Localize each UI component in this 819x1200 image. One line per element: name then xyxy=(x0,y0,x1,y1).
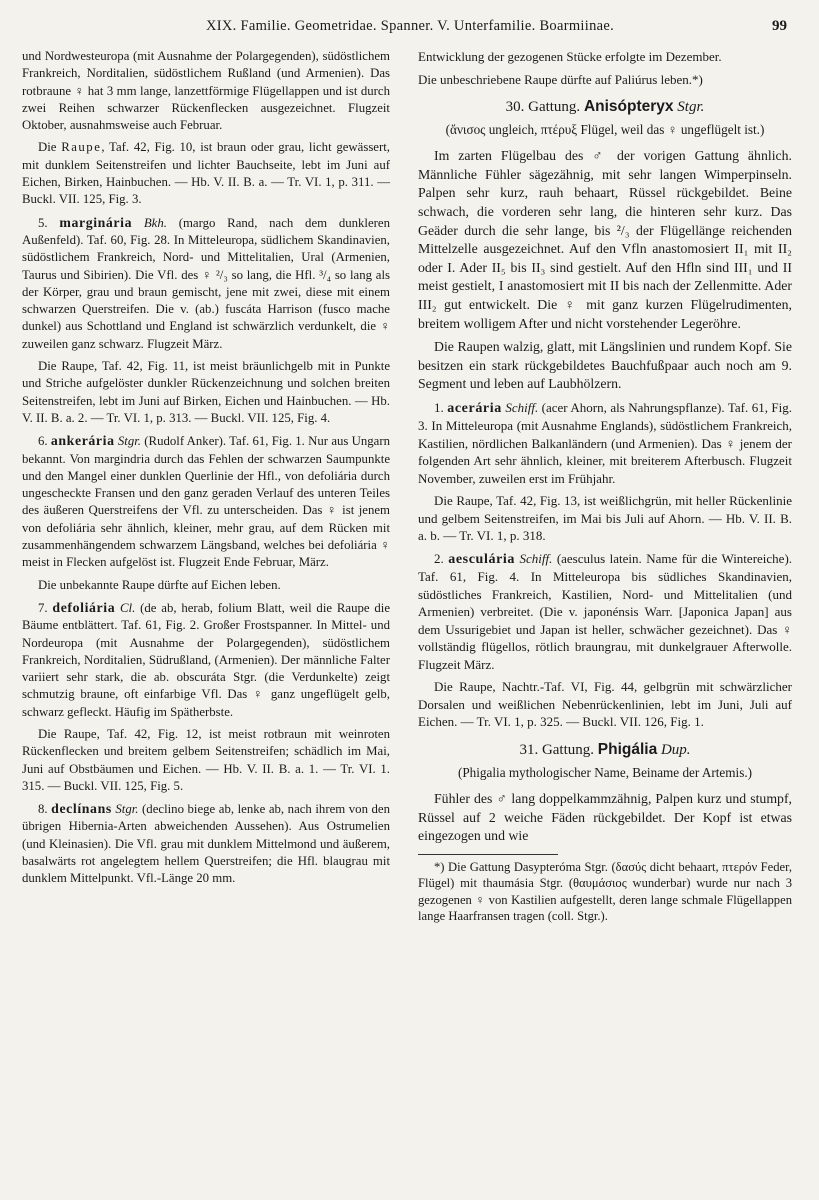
genus-etymology: (Phigalia mythologischer Name, Beiname der Artemis.) xyxy=(457,764,753,780)
species-name: marginária xyxy=(59,214,133,230)
species-author: Schiff. xyxy=(519,550,553,566)
genus-author: Dup. xyxy=(660,741,691,758)
genus-heading-anisopteryx: 30. Gattung. Anisópteryx Stgr. xyxy=(505,98,705,115)
species-author: Schiff. xyxy=(505,399,539,415)
genus-description: Fühler des ♂ lang doppelkammzähnig, Palpen kurz und stumpf, Rüssel auf 2 weiche Fäden rückgebildet. Der Kopf ist etwas eingezogen und wie xyxy=(418,791,792,844)
genus-name: Phigália xyxy=(597,740,658,758)
paragraph: Die Raupe, Nachtr.-Taf. VI, Fig. 44, gelbgrün mit schwärzlicher Dorsalen und weißlichen Nebenrückenlinien, lebt im Juni, Juli auf Eichen. — Tr. VI. 1, p. 325. — Buckl. VII. 126, Fig. 1. xyxy=(418,679,792,730)
species-name: defoliária xyxy=(52,599,116,615)
species-entry-marginaria: 5. marginária Bkh. (margo Rand, nach dem dunkleren Außenfeld). Taf. 60, Fig. 28. In Mitteleuropa, südlichem Skandinavien, südöstlichem Frankreich, Nord- und Mittelitalien, Ural (Armenien, Taurus und Sibirien). Die Vfl. des ♀ ²/₃ so lang, die Hfl. ³/₄ so lang als der Körper, grau und braun gemischt, jene mit zwei, diese mit einem schwarzen Querstreifen. Die v. (ab.) fuscáta Harrison (fusco mache dunkel) aus Schottland und England ist schwärzlich verdunkelt, die ♀ zuweilen ganz schwarz. Flugzeit März. xyxy=(22,214,390,351)
paragraph: und Nordwesteuropa (mit Ausnahme der Polargegenden), südöstlichem Frankreich, Norditalien, südöstlichem Rußland (und Armenien). Das rotbraune ♀ hat 3 mm lange, lanzettförmige Flügellappen und ist durch zwei Reihen schwarzer Rückenflecken ausgezeichnet. Flugzeit Oktober, ausnahmsweise auch Februar. xyxy=(22,49,390,133)
paragraph: Die Raupen walzig, glatt, mit Längslinien und rundem Kopf. Sie besitzen ein stark rückgebildetes Bauchfußpaar auch noch am 9. Segment und leben auf Laubhölzern. xyxy=(418,339,792,392)
footnote-divider xyxy=(418,854,558,855)
paragraph: Die Raupe, Taf. 42, Fig. 13, ist weißlichgrün, mit heller Rückenlinie und gelbem Seitenstreifen, im Mai bis Juli auf Ahorn. — Hb. V. II. B. a. b. — Tr. VI. 1, p. 318. xyxy=(418,493,792,544)
genus-description: Im zarten Flügelbau des ♂ der vorigen Gattung ähnlich. Männliche Fühler sägezähnig, mit sehr langen Wimperpinseln. Palpen sehr kurz, rauh behaart, Rüssel rückgebildet. Beine schwach, die vorderen sehr lang, die hinteren sehr kurz. Das Geäder durch die sehr lange, bis ²/₃ der Flügellänge reichenden Mittelzelle ausgezeichnet. Auf den Vfln anastomosiert II₁ mit II₂ oder I. Ader II₅ bis II₃ sind gestielt. Auf den Hfln sind III₁ und II meist gestielt, I anastomosiert mit II bis nach der Zellenmitte. Ader III₂ gut entwickelt. Die ♀ mit ganz kurzen Flügelrudimenten, breitem wolligem After und nicht vorstehender Legeröhre. xyxy=(418,148,792,331)
species-author: Stgr. xyxy=(117,434,142,449)
species-name: acerária xyxy=(447,399,502,416)
paragraph: Entwicklung der gezogenen Stücke erfolgte im Dezember. xyxy=(418,49,722,64)
footnote: *) Die Gattung Dasypteróma Stgr. (δασύς dicht behaart, πτερόν Feder, Flügel) mit thaumásia Stgr. (θαυμάσιος wunderbar) wurde nur nach 3 gezogenen ♀ von Kastilien aufgestellt, deren lange schmale Flügellappen lange Haarfransen tragen (coll. Stgr.). xyxy=(418,859,792,924)
species-entry-aceraria: 1. acerária Schiff. (acer Ahorn, als Nahrungspflanze). Taf. 61, Fig. 3. In Mitteleuropa (mit Ausnahme Englands), südöstlichem Frankreich, Kastilien, nördlichen Balkanländern (und Armenien). Das ♀ jenem der folgenden Art sehr ähnlich, kleiner, mit breiterem Afterbusch. Flugzeit November, zuweilen erst im Frühjahr. xyxy=(418,399,792,486)
paragraph: Die Raupe, Taf. 42, Fig. 10, ist braun oder grau, licht gewässert, mit dunklem Seitenstreifen und lichter Bauchseite, lebt im Juni auf Eichen, Birken, Hainbuchen. — Hb. V. II. B. a. — Tr. VI. 1, p. 311. — Buckl. VII. 125, Fig. 3. xyxy=(22,140,390,207)
species-entry-ankeraria: 6. ankerária Stgr. (Rudolf Anker). Taf. 61, Fig. 1. Nur aus Ungarn bekannt. Von margindria durch das Fehlen der schwarzen Saumpunkte und den Mangel einer dunklen Querlinie der Hfl., von defoliária durch ungescheckte Fransen und den ganz geraden Verlauf des unteren Teiles des äußeren Querstreifens der Vfl. zu unterscheiden. Das ♀ ist jenem von defoliária sehr ähnlich, kleiner, mehr grau, auf dem Rücken mit zusammenhängendem schwarzem Längsband, welches bei defoliária ♀ meist in Flecken aufgelöst ist. Flugzeit Ende Februar, März. xyxy=(22,433,391,570)
paragraph: Die unbekannte Raupe dürfte auf Eichen leben. xyxy=(38,577,281,592)
species-name: declínans xyxy=(51,801,112,817)
species-entry-declinans: 8. declínans Stgr. (declino biege ab, lenke ab, nach ihrem von den übrigen Hibernia-Arten abweichenden Aussehen). Aus Ostrumelien (und Kleinasien). Die Vfl. grau mit dunklem Mittelmond und äußerem, basalwärts rot angelegtem hellem Querstreifen; die Hfl. blaugrau mit dunklem Mittelpunkt. Vfl.-Länge 20 mm. xyxy=(22,801,390,886)
header-title: XIX. Familie. Geometridae. Spanner. V. Unterfamilie. Boarmiinae. xyxy=(205,18,615,34)
right-column xyxy=(418,48,792,930)
species-author: Cl. xyxy=(120,600,136,615)
species-name: aesculária xyxy=(448,550,516,567)
genus-name: Anisópteryx xyxy=(583,98,674,115)
page-number: 99 xyxy=(772,18,787,34)
paragraph: Die Raupe, Taf. 42, Fig. 12, ist meist rotbraun mit weinroten Rückenflecken und breitem gelbem Seitenstreifen; schädlich im Mai, Juni auf Obstbäumen und Eichen. — Hb. V. II. B. a. 1. — Tr. VI. 1. 315. — Buckl. VII. 125, Fig. 5. xyxy=(22,726,390,793)
species-name: ankerária xyxy=(50,433,115,449)
genus-heading-phigalia: 31. Gattung. Phigália Dup. xyxy=(519,740,691,758)
running-header xyxy=(0,14,819,38)
genus-author: Stgr. xyxy=(677,99,705,115)
species-author: Bkh. xyxy=(143,215,167,230)
paragraph: Die unbeschriebene Raupe dürfte auf Paliúrus leben.*) xyxy=(418,71,703,87)
paragraph: Die Raupe, Taf. 42, Fig. 11, ist meist bräunlichgelb mit in Punkte und Striche aufgelöster dunkler Rückenzeichnung und solchen breiten Seitenstreifen, lebt im Juni auf Birken, Eichen und Hainbuchen. — Hb. V. II. B. a. 2. — Tr. VI. 1, p. 313. — Buckl. VII. 125, Fig. 4. xyxy=(22,359,390,425)
left-column xyxy=(22,48,390,893)
genus-etymology: (ἄνισος ungleich, πτέρυξ Flügel, weil das ♀ ungeflügelt ist.) xyxy=(445,121,765,137)
species-entry-defoliaria: 7. defoliária Cl. (de ab, herab, folium Blatt, weil die Raupe die Bäume entblättert. Taf. 61, Fig. 2. Großer Frostspanner. In Mittel- und Nordeuropa (mit Ausnahme der Polargegenden), südöstlichem Frankreich, Norditalien, Südrußland, (Armenien). Der männliche Falter variiert sehr stark, die ab. obscuráta Stgr. (die Verdunkelte) zeigt schmutzig braune, oft einfarbige Vfl. Das ♀ ganz ungeflügelt gelb, schwarz gefleckt. Häufig im Spätherbste. xyxy=(22,599,391,719)
raupe-term: Raupe xyxy=(61,140,102,155)
species-author: Stgr. xyxy=(115,802,139,817)
species-entry-aesculaaria: 2. aesculária Schiff. (aesculus latein. Name für die Wintereiche). Taf. 61, Fig. 4. In Mitteleuropa bis südliches Skandinavien, südöstliches Frankreich, Kastilien, Nord- und Mittelitalien (und Armenien) verbreitet. (Die v. japonénsis Warr. [Japonica Japan] aus dem Ussurigebiet und Japan ist heller, schwächer gezeichnet). Das ♀ vollständig flügellos, rötlich braungrau, mit dunkelgrauer Afterwolle. Flugzeit März. xyxy=(418,550,793,672)
